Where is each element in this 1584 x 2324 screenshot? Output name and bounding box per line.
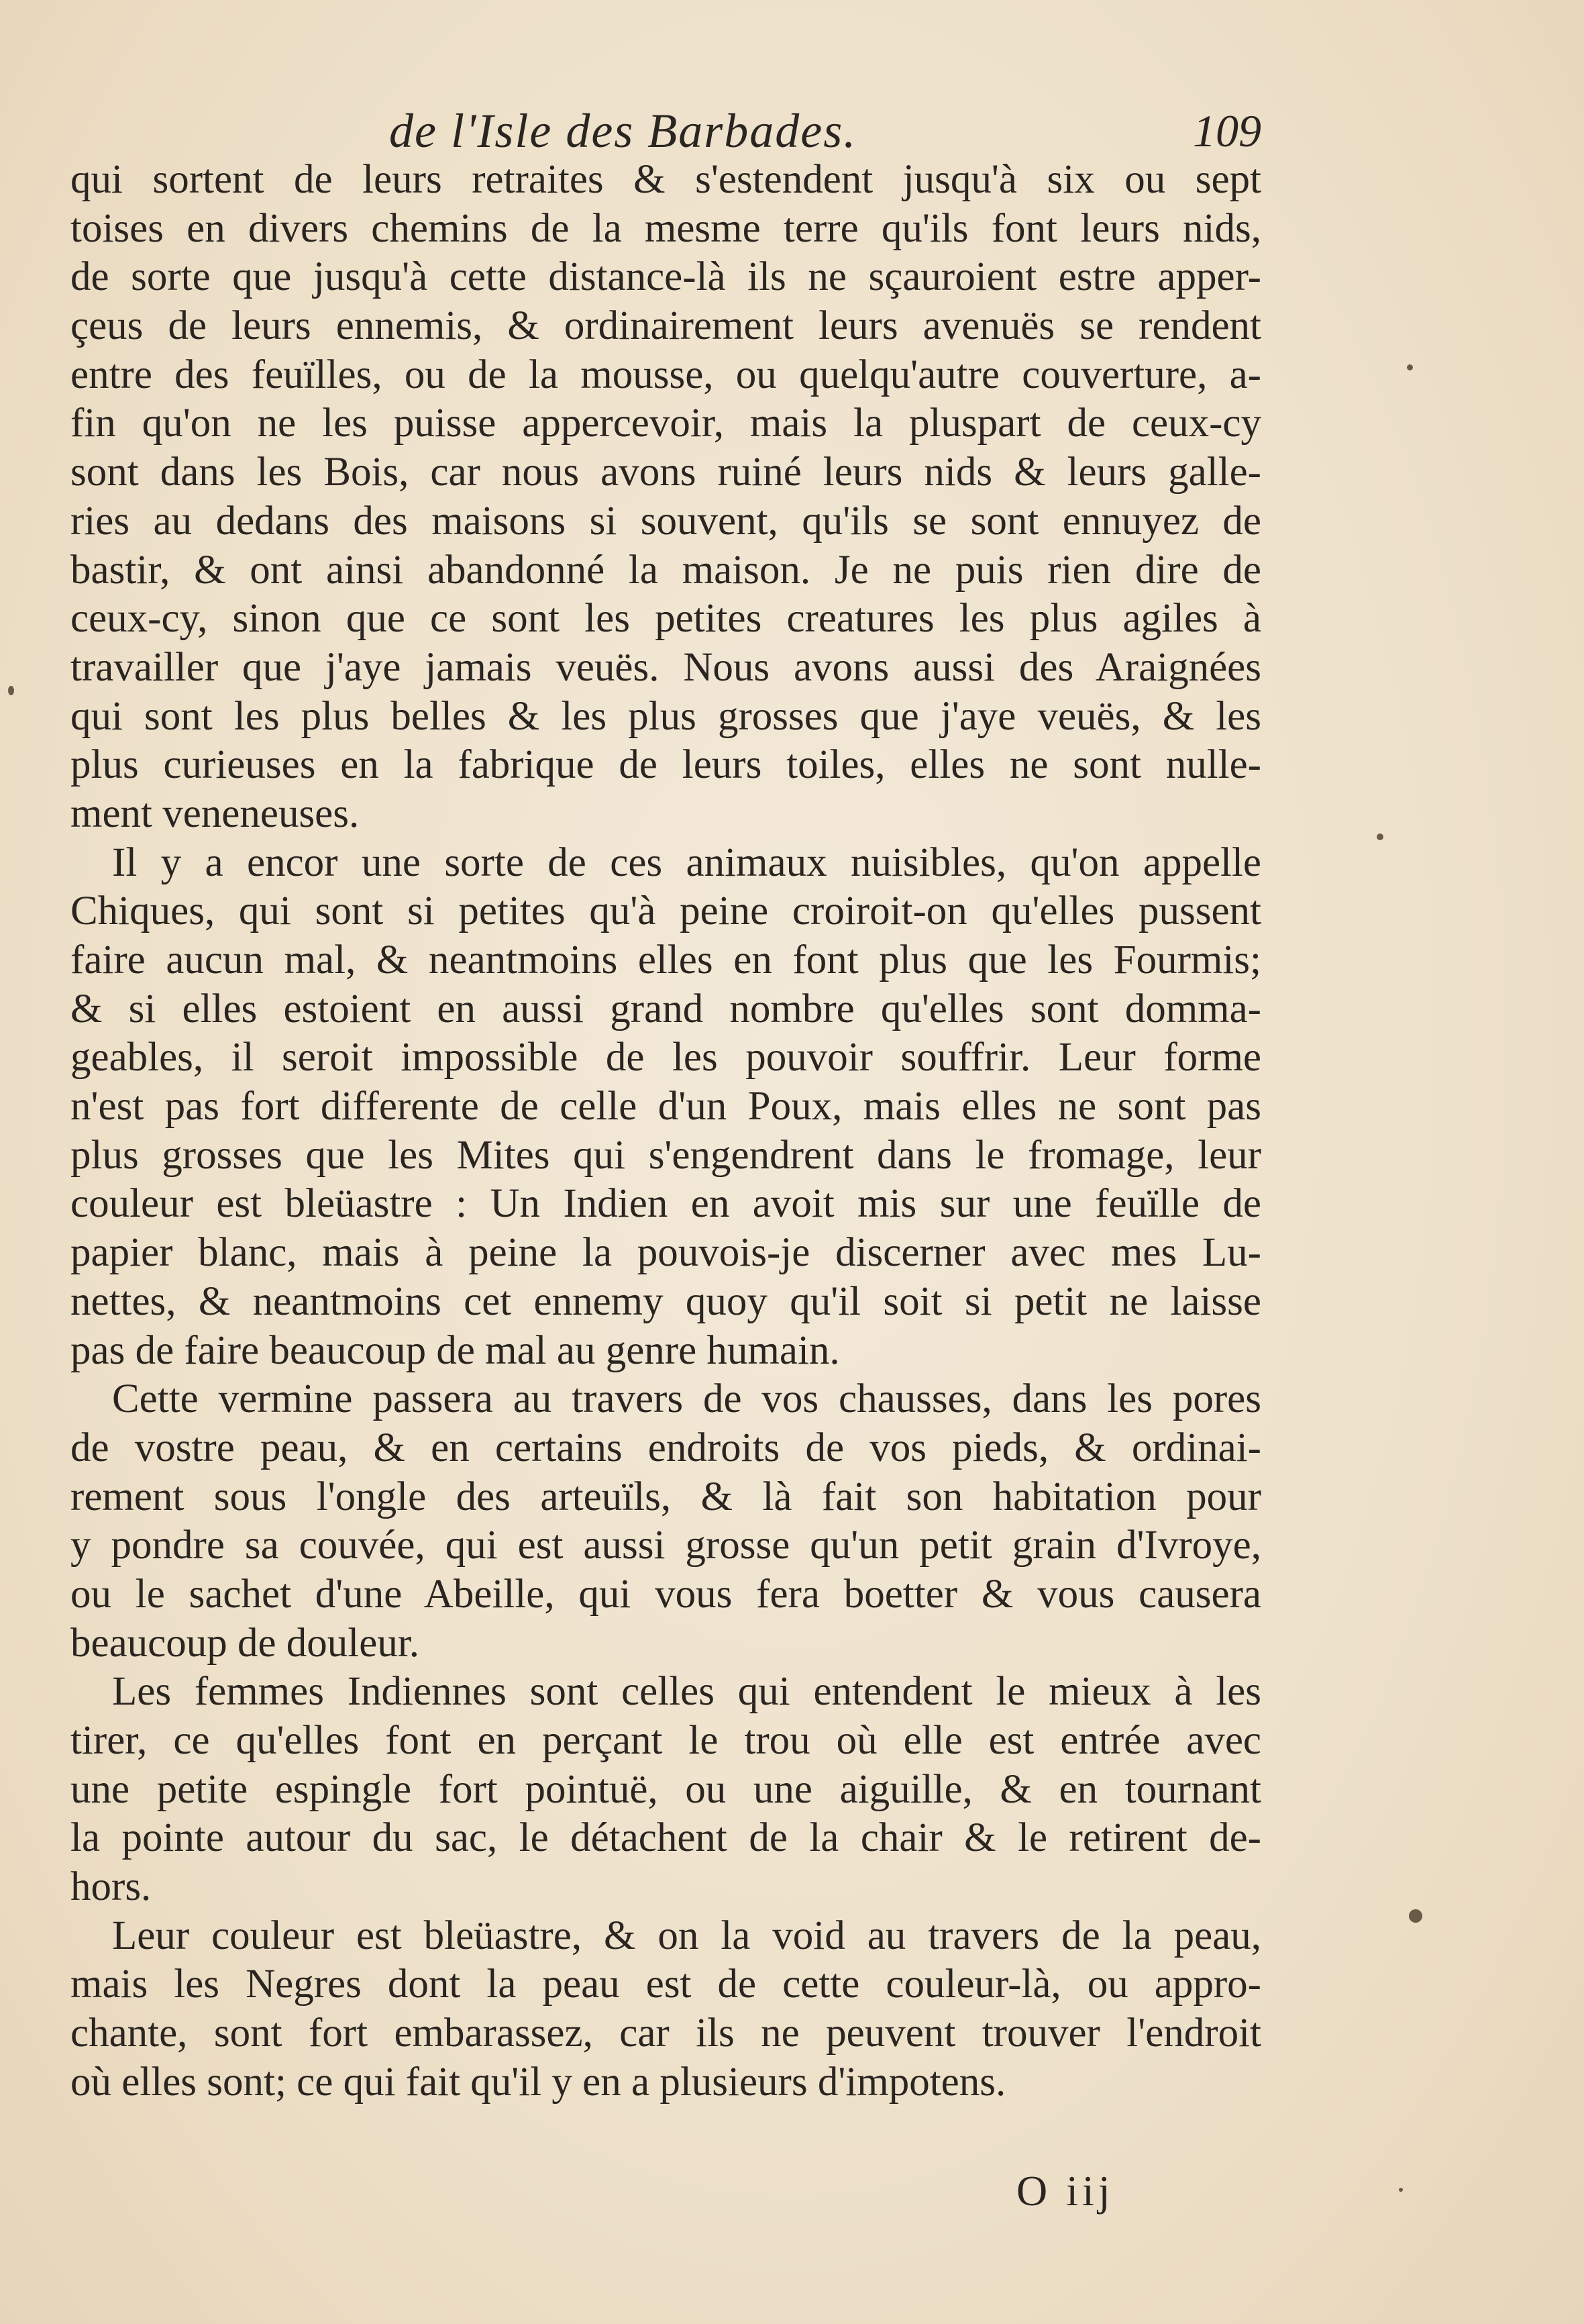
text-line: qui sont les plus belles & les plus grosses que j'aye veuës, & les (70, 693, 1261, 739)
text-line: couleur est bleüastre : Un Indien en avoit mis sur une feuïlle de (70, 1181, 1261, 1227)
text-line: sont dans les Bois, car nous avons ruiné leurs nids & leurs galle- (70, 450, 1261, 495)
body-text (70, 156, 1261, 2107)
ink-speck (1409, 1909, 1422, 1923)
text-line: ceux-cy, sinon que ce sont les petites creatures les plus agiles à (70, 596, 1261, 642)
ink-speck (1407, 364, 1413, 370)
text-line: Chiques, qui sont si petites qu'à peine croiroit-on qu'elles pussent (70, 889, 1261, 934)
text-line: où elles sont; ce qui fait qu'il y en a plusieurs d'impotens. (70, 2059, 1006, 2105)
text-line: Il y a encor une sorte de ces animaux nuisibles, qu'on appelle (112, 840, 1261, 885)
text-line: nettes, & neantmoins cet ennemy quoy qu'il soit si petit ne laisse (70, 1278, 1261, 1324)
text-line: ment veneneuses. (70, 791, 360, 836)
text-line: Cette vermine passera au travers de vos chausses, dans les pores (112, 1376, 1261, 1422)
text-line: & si elles estoient en aussi grand nombre qu'elles sont domma- (70, 986, 1261, 1031)
paragraph (70, 1668, 1261, 1911)
text-line: une petite espingle fort pointuë, ou une aiguille, & en tournant (70, 1766, 1261, 1812)
text-line: plus grosses que les Mites qui s'engendrent dans le fromage, leur (70, 1132, 1261, 1178)
text-line: n'est pas fort differente de celle d'un Poux, mais elles ne sont pas (70, 1084, 1261, 1129)
text-line: geables, il seroit impossible de les pouvoir souffrir. Leur forme (70, 1035, 1261, 1080)
text-line: chante, sont fort embarassez, car ils ne peuvent trouver l'endroit (70, 2011, 1261, 2056)
text-line: ries au dedans des maisons si souvent, qu'ils se sont ennuyez de (70, 498, 1261, 544)
text-line: qui sortent de leurs retraites & s'estendent jusqu'à six ou sept (70, 157, 1261, 202)
text-line: hors. (70, 1864, 152, 1910)
text-line: de vostre peau, & en certains endroits de vos pieds, & ordinai- (70, 1425, 1261, 1470)
text-line: faire aucun mal, & neantmoins elles en font plus que les Fourmis; (70, 938, 1261, 982)
text-line: travailler que j'aye jamais veuës. Nous avons aussi des Araignées (70, 644, 1261, 690)
paragraph (70, 1912, 1261, 2107)
text-line: pas de faire beaucoup de mal au genre humain. (70, 1327, 840, 1373)
signature-mark: O iij (1016, 2167, 1114, 2215)
text-line: entre des feuïlles, ou de la mousse, ou quelqu'autre couverture, a- (70, 352, 1261, 397)
text-line: tirer, ce qu'elles font en perçant le trou où elle est entrée avec (70, 1718, 1261, 1763)
page-number: 109 (1193, 105, 1261, 156)
page-header (389, 101, 1261, 161)
text-line: çeus de leurs ennemis, & ordinairement leurs avenuës se rendent (70, 303, 1261, 349)
text-line: ou le sachet d'une Abeille, qui vous fera boetter & vous causera (70, 1571, 1261, 1617)
text-line: la pointe autour du sac, le détachent de la chair & le retirent de- (70, 1815, 1261, 1861)
text-line: Leur couleur est bleüastre, & on la void au travers de la peau, (112, 1913, 1261, 1958)
text-line: toises en divers chemins de la mesme terre qu'ils font leurs nids, (70, 205, 1261, 251)
text-line: plus curieuses en la fabrique de leurs toiles, elles ne sont nulle- (70, 742, 1261, 788)
text-line: mais les Negres dont la peau est de cette couleur-là, ou appro- (70, 1962, 1261, 2007)
text-line: papier blanc, mais à peine la pouvois-je discerner avec mes Lu- (70, 1230, 1261, 1276)
text-line: rement sous l'ongle des arteuïls, & là fait son habitation pour (70, 1474, 1261, 1519)
text-line: bastir, & ont ainsi abandonné la maison. Je ne puis rien dire de (70, 547, 1261, 593)
ink-speck (8, 686, 14, 695)
ink-speck (1399, 2188, 1403, 2192)
text-line: Les femmes Indiennes sont celles qui entendent le mieux à les (112, 1669, 1261, 1715)
text-line: beaucoup de douleur. (70, 1620, 420, 1666)
paragraph (70, 156, 1261, 839)
text-line: de sorte que jusqu'à cette distance-là ils ne sçauroient estre apper- (70, 254, 1261, 300)
paragraph (70, 1375, 1261, 1668)
text-line: y pondre sa couvée, qui est aussi grosse qu'un petit grain d'Ivroye, (70, 1523, 1261, 1568)
running-title: de l'Isle des Barbades. (389, 104, 857, 158)
ink-speck (1377, 833, 1383, 840)
text-line: fin qu'on ne les puisse appercevoir, mais la pluspart de ceux-cy (70, 401, 1261, 446)
paragraph (70, 839, 1261, 1376)
